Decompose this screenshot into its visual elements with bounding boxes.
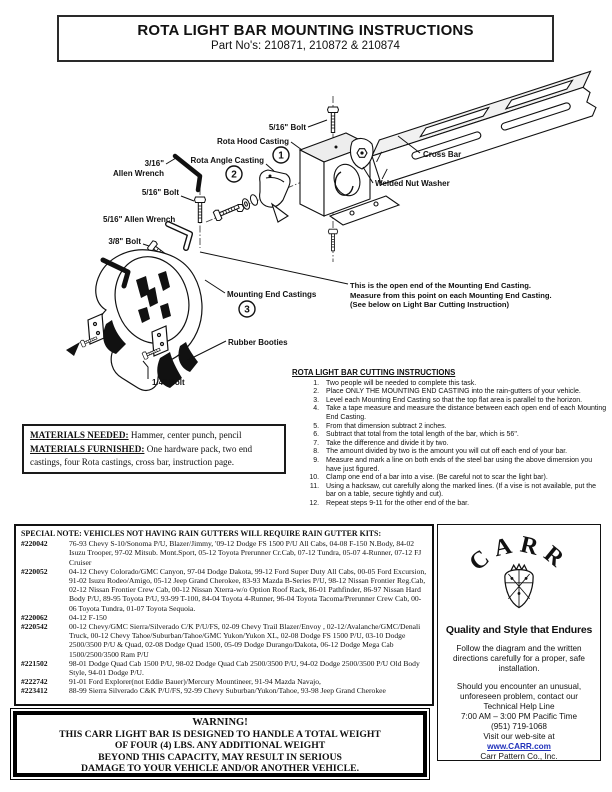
warning-line: THIS CARR LIGHT BAR IS DESIGNED TO HANDLE A TOTAL WEIGHT xyxy=(59,729,381,740)
side-bolt xyxy=(213,201,241,221)
label-allen-516: 5/16" Allen Wrench xyxy=(103,215,176,224)
special-note-box xyxy=(14,524,434,706)
warning-line: DAMAGE TO YOUR VEHICLE AND/OR ANOTHER VEHICLE. xyxy=(80,762,360,774)
cutting-step: 12. Repeat steps 9-11 for the other end of the bar. xyxy=(321,500,608,509)
cutting-step: 3. Level each Mounting End Casting so that the top flat area is parallel to the horizon. xyxy=(321,397,608,406)
vehicle-list: 91-01 Ford Explorer(not Eddie Bauer)/Mercury Mountineer, 91-94 Mazda Navajo, xyxy=(69,677,321,687)
vehicle-list: 04-12 Chevy Colorado/GMC Canyon, 97-04 Dodge Dakota, 99-12 Ford Super Duty All Cabs, 00-05 Ford Excursion, 91-02 Isuzu Rodeo/Amigo, 05-12 Jeep Grand Cherokee, 83-93 Mazda B-Series P/U, 98-12 Nissan Frontier Reg.Cab, 02-12 Nissan Frontier Crew Cab, 00-12 Nissan Xterra-w/o Option Roof Rack, 86-01 Pathfinder, 86-97 Nissan Hard Body P/U, 89-95 Toyota P/U, 93-99 T-100, 84-04 Toyota 4-Runner, 96-04 Toyota Tacoma/Prerunner Crew Cab, 00-06 Toyota Tundra, 01-07 Toyota Sequoia. xyxy=(69,566,427,613)
note-line: This is the open end of the Mounting End Casting. xyxy=(350,281,531,290)
carr-crest-icon xyxy=(505,564,533,607)
carr-web-intro: Visit our web-site at xyxy=(483,732,555,741)
part-number: #220542 xyxy=(21,622,48,632)
vehicle-list: 04-12 F-150 xyxy=(69,612,107,622)
part-number: #222742 xyxy=(21,677,48,687)
carr-logo xyxy=(444,528,594,620)
materials-needed-text: Hammer, center punch, pencil xyxy=(128,430,242,440)
label-bolt-38: 3/8" Bolt xyxy=(108,237,141,246)
callout-2: 2 xyxy=(231,169,237,181)
cutting-step: 8. The amount divided by two is the amount you will cut off each end of your bar. xyxy=(321,448,608,457)
note-line: (See below on Light Bar Cutting Instruction) xyxy=(350,300,510,310)
part-number: #220042 xyxy=(21,539,48,549)
materials-needed-label: MATERIALS NEEDED: xyxy=(30,430,129,440)
bolt-516-mid-part xyxy=(195,197,206,223)
title-box xyxy=(57,15,554,62)
cutting-step: 1. Two people will be needed to complete this task. xyxy=(321,380,608,389)
label-welded-nut-washer: Welded Nut Washer xyxy=(375,179,450,188)
cutting-step: 5. From that dimension subtract 2 inches. xyxy=(321,423,608,432)
carr-logo-text: CARR xyxy=(464,531,574,577)
cutting-step: 9. Measure and mark a line on both ends of the steel bar using the above dimension you have just figured. xyxy=(321,457,608,474)
label-bolt-14: 1/4" Bolt xyxy=(152,378,185,387)
lower-bolt xyxy=(328,229,337,251)
rain-gutter-kit-row xyxy=(21,613,427,622)
rain-gutter-kit-row xyxy=(21,567,427,613)
label-bolt-516-mid: 5/16" Bolt xyxy=(141,188,179,197)
part-number: #223412 xyxy=(21,686,48,696)
vehicle-list: 00-12 Chevy/GMC Sierra/Silverado C/K P/U/FS, 02-09 Chevy Trail Blazer/Envoy , 02-12/Avalanche/GMC/Denali Truck, 00-12 Chevy Tahoe/Suburban/Tahoe/GMC Yukon/Yukon XL, 02-08 Dodge FS 1500 P/U, 03-10 Dodge 2500/3500 P/U & Quad, 02-08 Dodge Quad 1500, 05-09 Dodge Durango/Dakota, 06-12 Dodge Mega Cab 1500/2500/3500 Ram P/U xyxy=(69,622,421,659)
rain-gutter-kit-row xyxy=(21,659,427,677)
label-rubber-booties: Rubber Booties xyxy=(228,338,288,347)
label-allen-316-line2: Allen Wrench xyxy=(113,169,164,178)
warning-title: WARNING! xyxy=(192,717,248,728)
carr-info-box xyxy=(437,524,601,761)
cutting-instructions xyxy=(292,369,608,509)
open-end-note xyxy=(350,281,608,310)
warning-inner xyxy=(13,711,427,777)
rota-angle-casting-part xyxy=(260,170,290,222)
carr-phone: (951) 719-1068 xyxy=(491,722,547,731)
mounting-end-casting-part xyxy=(66,247,202,390)
label-allen-316-line1: 3/16" xyxy=(144,159,164,168)
cutting-heading: ROTA LIGHT BAR CUTTING INSTRUCTIONS xyxy=(292,368,456,377)
callout-1: 1 xyxy=(278,150,284,162)
carr-tagline: Quality and Style that Endures xyxy=(445,624,593,636)
warning-line: BEYOND THIS CAPACITY, MAY RESULT IN SERIOUS xyxy=(98,751,342,763)
exploded-diagram-illustration xyxy=(0,64,612,404)
part-number: #220052 xyxy=(21,566,48,576)
rain-gutter-kit-row xyxy=(21,622,427,659)
rain-gutter-kit-row xyxy=(21,539,427,567)
carr-help-text: Should you encounter an unusual, unforeseen problem, contact our Technical Help Line xyxy=(456,682,582,711)
carr-instruction-text: Follow the diagram and the written directions carefully for a proper, safe installation. xyxy=(453,644,585,673)
part-number: #221502 xyxy=(21,658,48,668)
rain-gutter-kit-row xyxy=(21,686,427,695)
materials-furnished-label: MATERIALS FURNISHED: xyxy=(30,443,145,454)
vehicle-list: 76-93 Chevy S-10/Sonoma P/U, Blazer/Jimmy, '09-12 Dodge FS 1500 P/U All Cabs, 04-08 F-150 N.Body, 84-02 Isuzu Trooper, 97-02 Mitsub. Mont.Sport, 05-12 Toyota Prerunner Cr.Cab, 07-12 Tundra, 05-07 4-Runner, 07-12 FJ Cruiser xyxy=(69,539,422,567)
vehicle-list: 98-01 Dodge Quad Cab 1500 P/U, 98-02 Dodge Quad Cab 2500/3500 P/U, 94-02 Dodge 2500/3500 P/U Old Body Style, 94-01 Dodge P/U. xyxy=(69,658,420,678)
cutting-step: 6. Subtract that total from the total length of the bar, which is 56". xyxy=(321,431,608,440)
cutting-steps-list xyxy=(292,380,608,509)
label-cross-bar: Cross Bar xyxy=(423,150,462,159)
page-subtitle: Part No's: 210871, 210872 & 210874 xyxy=(211,40,400,52)
washer-parts xyxy=(236,194,259,212)
vehicle-list: 88-99 Sierra Silverado C&K P/U/FS, 92-99 Chevy Suburban/Yukon/Tahoe, 93-98 Jeep Grand Cherokee xyxy=(69,686,386,696)
label-mounting-end-castings: Mounting End Castings xyxy=(227,290,317,299)
part-number: #220062 xyxy=(21,612,48,622)
bolt-516-top-part xyxy=(328,107,339,133)
page-title: ROTA LIGHT BAR MOUNTING INSTRUCTIONS xyxy=(137,22,474,39)
special-note-heading: SPECIAL NOTE: VEHICLES NOT HAVING RAIN GUTTERS WILL REQUIRE RAIN GUTTER KITS: xyxy=(21,529,382,538)
cutting-step: 7. Take the difference and divide it by two. xyxy=(321,440,608,449)
cutting-step: 4. Take a tape measure and measure the distance between each open end of each Mounting End Casting. xyxy=(321,405,608,422)
materials-box xyxy=(22,424,286,474)
label-bolt-516-top: 5/16" Bolt xyxy=(268,123,306,132)
note-line: Measure from this point on each Mounting End Casting. xyxy=(350,290,552,300)
warning-line: OF FOUR (4) LBS. ANY ADDITIONAL WEIGHT xyxy=(114,740,326,752)
carr-hours: 7:00 AM – 3:00 PM Pacific Time xyxy=(460,712,578,721)
warning-box xyxy=(10,708,430,780)
materials-furnished-text: One hardware pack, two end castings, four Rota castings, cross bar, instruction page. xyxy=(30,443,253,467)
website-link[interactable]: www.CARR.com xyxy=(487,742,551,751)
label-rota-angle-casting: Rota Angle Casting xyxy=(190,156,264,165)
allen-wrench-516-part xyxy=(168,224,190,248)
callout-3: 3 xyxy=(244,304,250,316)
cross-bar-part xyxy=(368,71,604,184)
label-rota-hood-casting: Rota Hood Casting xyxy=(217,137,289,146)
carr-company: Carr Pattern Co., Inc. xyxy=(480,752,558,761)
rain-gutter-kit-row xyxy=(21,677,427,686)
cutting-step: 11. Using a hacksaw, cut carefully along the marked lines. (If a vise is not available, put the bar on a table, secure tightly and cut). xyxy=(321,483,608,500)
cutting-step: 2. Place ONLY THE MOUNTING END CASTING into the rain-gutters of your vehicle. xyxy=(321,388,608,397)
cutting-step: 10. Clamp one end of a bar into a vise. (Be careful not to scar the light bar). xyxy=(321,474,608,483)
